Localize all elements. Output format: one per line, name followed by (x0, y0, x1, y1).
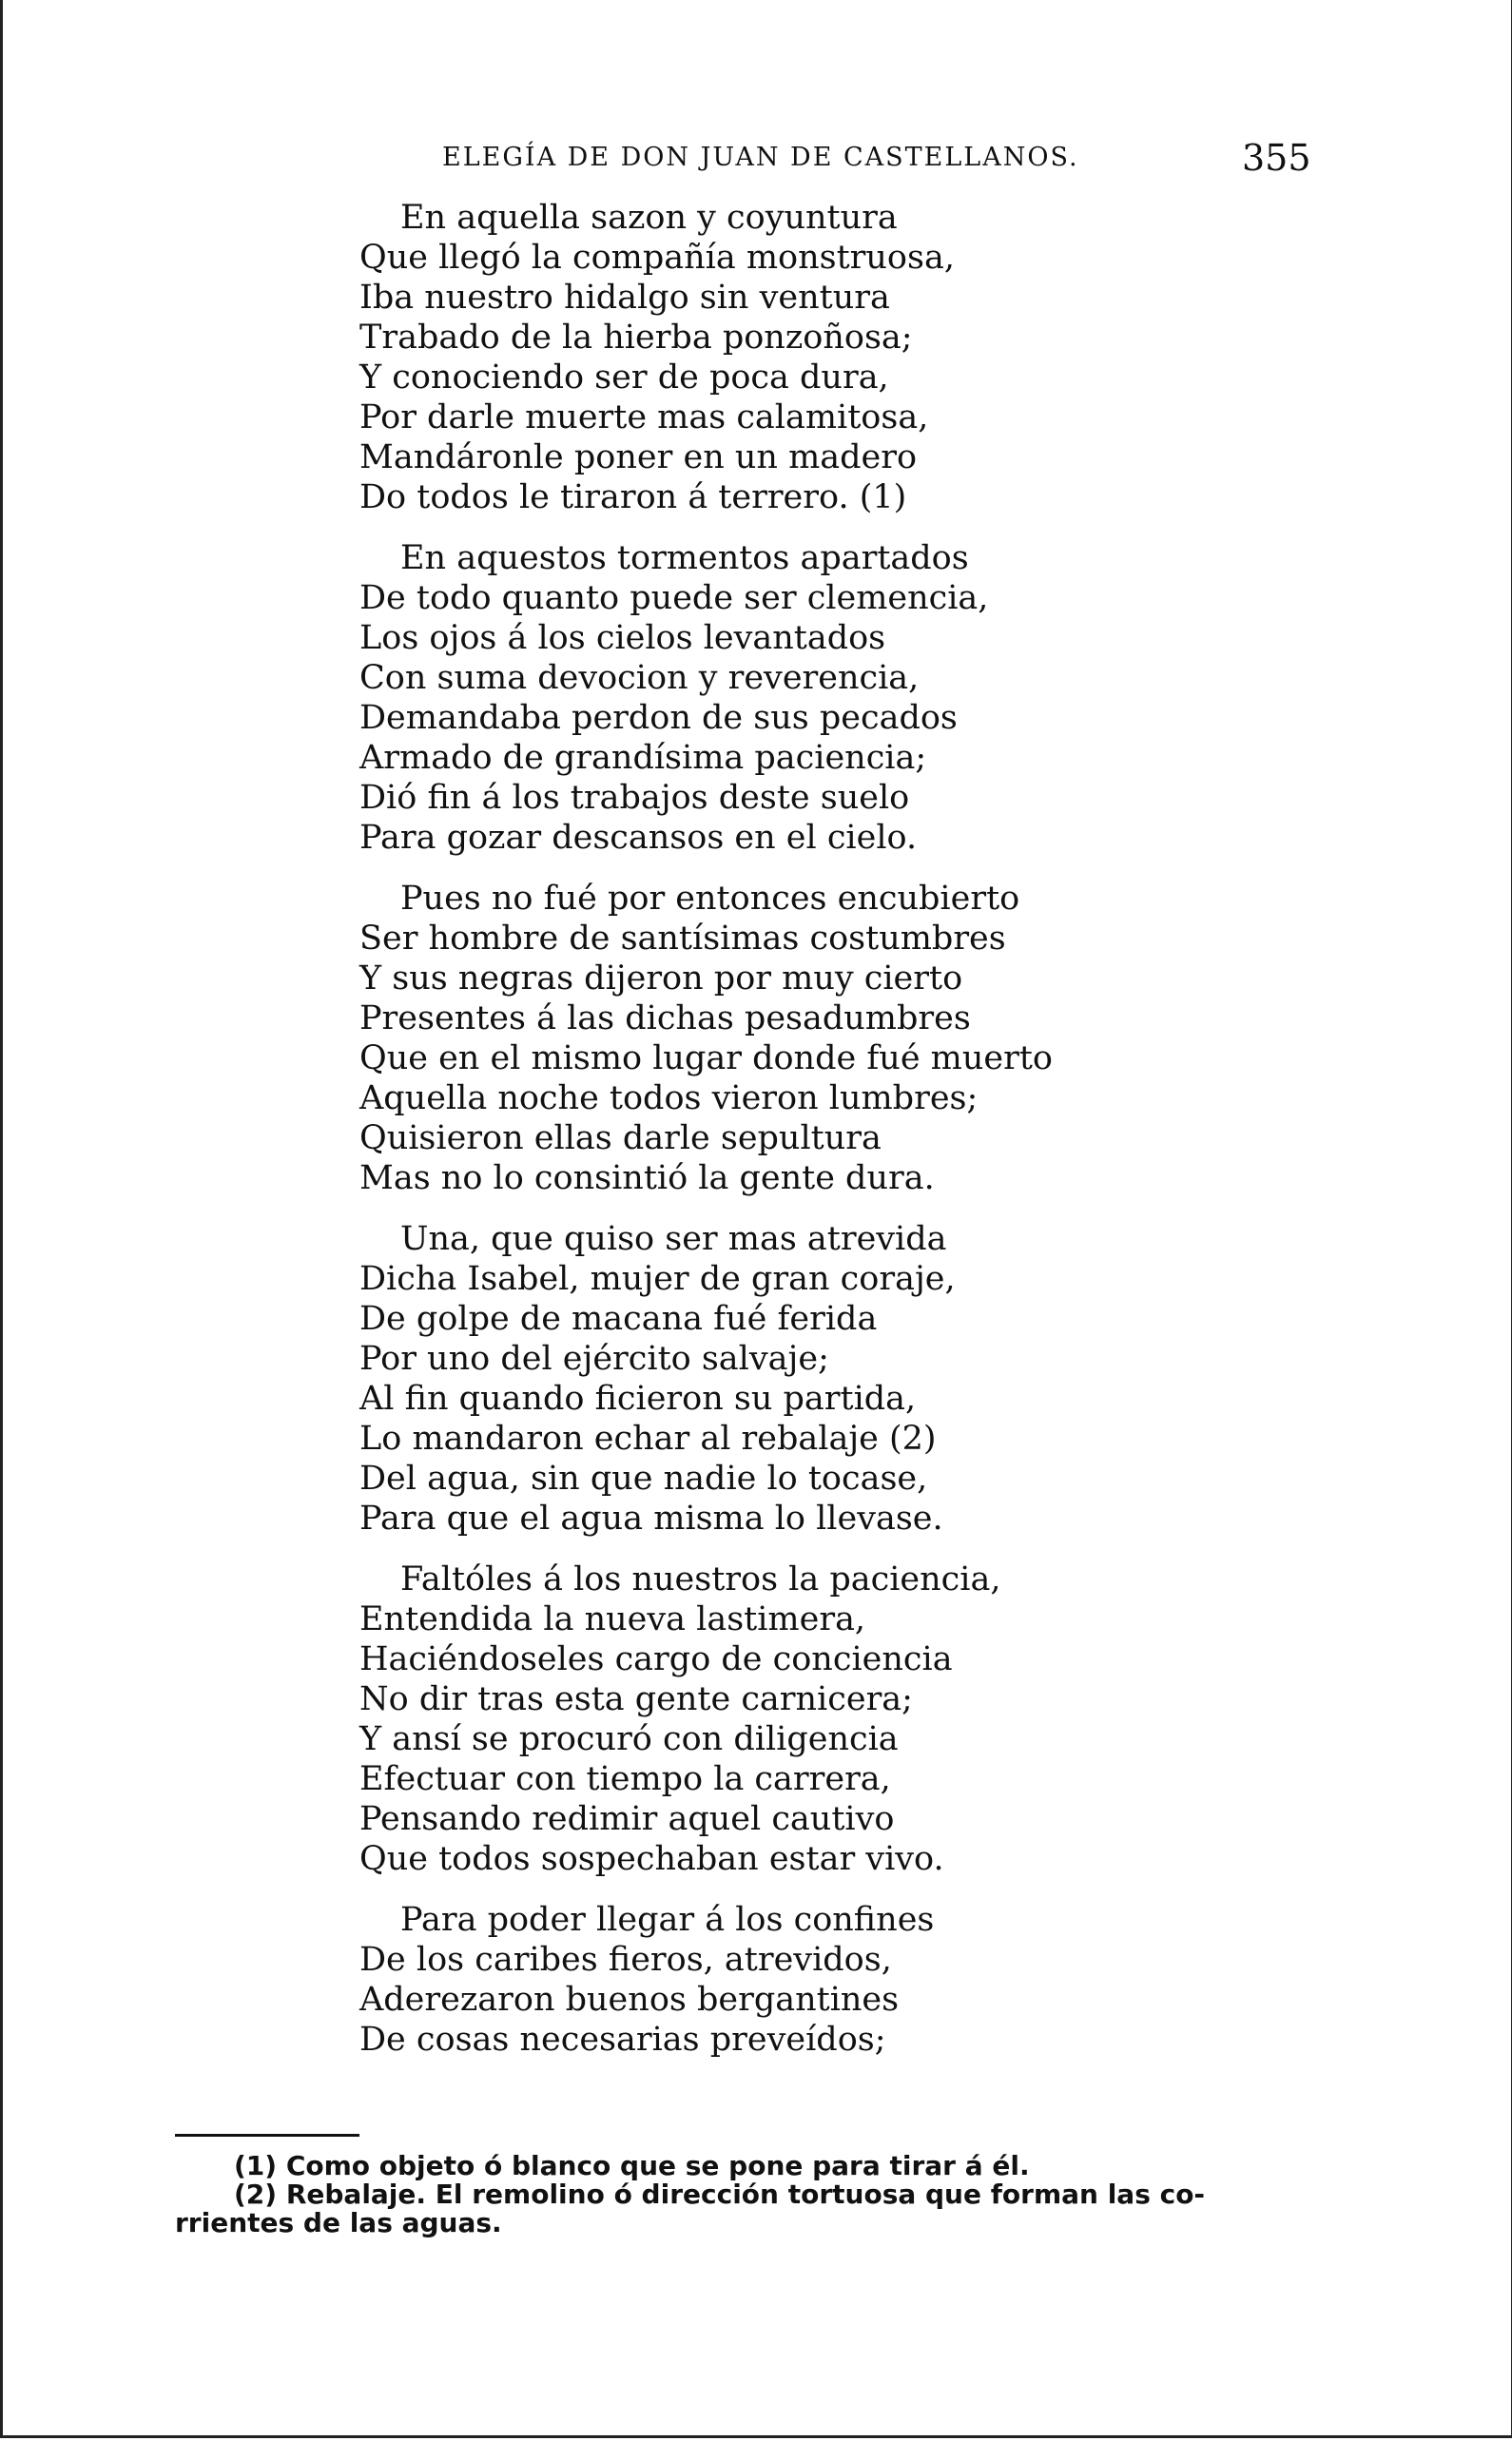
verse-line: Lo mandaron echar al rebalaje (2) (359, 1420, 937, 1458)
verse-line: Quisieron ellas darle sepultura (359, 1119, 882, 1157)
verse-line: Al fin quando ficieron su partida, (359, 1380, 917, 1418)
verse-line: Que en el mismo lugar donde fué muerto (359, 1039, 1053, 1077)
verse-line: Haciéndoseles cargo de conciencia (359, 1640, 953, 1678)
verse-line: Los ojos á los cielos levantados (359, 619, 886, 657)
verse-line: Que todos sospechaban estar vivo. (359, 1840, 944, 1878)
stanza-5 (359, 1560, 1310, 1879)
verse-line: Pues no fué por entonces encubierto (400, 880, 1020, 918)
verse-line: Una, que quiso ser mas atrevida (400, 1220, 947, 1258)
verse-line: De todo quanto puede ser clemencia, (359, 579, 989, 617)
verse-line: Dió fin á los trabajos deste suelo (359, 779, 910, 817)
verse-line: Para gozar descansos en el cielo. (359, 819, 918, 857)
verse-line: Faltóles á los nuestros la paciencia, (400, 1560, 1001, 1598)
verse-line: Pensando redimir aquel cautivo (359, 1800, 895, 1838)
footnotes (175, 2152, 1354, 2238)
verse-line: Y sus negras dijeron por muy cierto (359, 959, 963, 998)
poem-body (359, 198, 1310, 2081)
footnote-rule (175, 2134, 359, 2137)
verse-line: Mandáronle poner en un madero (359, 438, 918, 476)
verse-line: Aquella noche todos vieron lumbres; (359, 1079, 979, 1117)
verse-line: Entendida la nueva lastimera, (359, 1600, 866, 1638)
verse-line: Para que el agua misma lo llevase. (359, 1500, 943, 1538)
verse-line: Y ansí se procuró con diligencia (359, 1720, 899, 1758)
footnote-1: (1) Como objeto ó blanco que se pone para tirar á él. (234, 2150, 1030, 2181)
verse-line: De cosas necesarias preveídos; (359, 2021, 886, 2059)
footnote-2-continued: rrientes de las aguas. (175, 2207, 502, 2238)
verse-line: En aquella sazon y coyuntura (400, 199, 898, 237)
verse-line: De los caribes fieros, atrevidos, (359, 1941, 892, 1979)
verse-line: Con suma devocion y reverencia, (359, 659, 920, 697)
page-header (0, 137, 1512, 179)
stanza-6 (359, 1900, 1310, 2060)
verse-line: Mas no lo consintió la gente dura. (359, 1159, 935, 1197)
stanza-3 (359, 879, 1310, 1198)
footnote-2: (2) Rebalaje. El remolino ó dirección tortuosa que forman las co- (234, 2179, 1206, 2210)
verse-line: Trabado de la hierba ponzoñosa; (359, 319, 913, 357)
page-number: 355 (1242, 137, 1311, 179)
verse-line: Presentes á las dichas pesadumbres (359, 999, 971, 1037)
verse-line: De golpe de macana fué ferida (359, 1300, 878, 1338)
verse-line: Demandaba perdon de sus pecados (359, 699, 958, 737)
stanza-4 (359, 1219, 1310, 1539)
verse-line: Armado de grandísima paciencia; (359, 739, 927, 777)
verse-line: Por uno del ejército salvaje; (359, 1340, 829, 1378)
verse-line: Para poder llegar á los confines (400, 1901, 935, 1939)
verse-line: Que llegó la compañía monstruosa, (359, 239, 955, 277)
verse-line: Y conociendo ser de poca dura, (359, 358, 889, 397)
verse-line: Dicha Isabel, mujer de gran coraje, (359, 1260, 956, 1298)
stanza-1 (359, 198, 1310, 517)
verse-line: Aderezaron buenos bergantines (359, 1981, 900, 2019)
verse-line: Iba nuestro hidalgo sin ventura (359, 279, 890, 317)
verse-line: Por darle muerte mas calamitosa, (359, 398, 929, 436)
running-title: ELEGÍA DE DON JUAN DE CASTELLANOS. (442, 143, 1079, 172)
verse-line: En aquestos tormentos apartados (400, 539, 969, 577)
verse-line: No dir tras esta gente carnicera; (359, 1680, 913, 1718)
verse-line: Efectuar con tiempo la carrera, (359, 1760, 891, 1798)
verse-line: Ser hombre de santísimas costumbres (359, 920, 1006, 958)
verse-line: Do todos le tiraron á terrero. (1) (359, 478, 907, 516)
verse-line: Del agua, sin que nadie lo tocase, (359, 1460, 928, 1498)
stanza-2 (359, 538, 1310, 858)
